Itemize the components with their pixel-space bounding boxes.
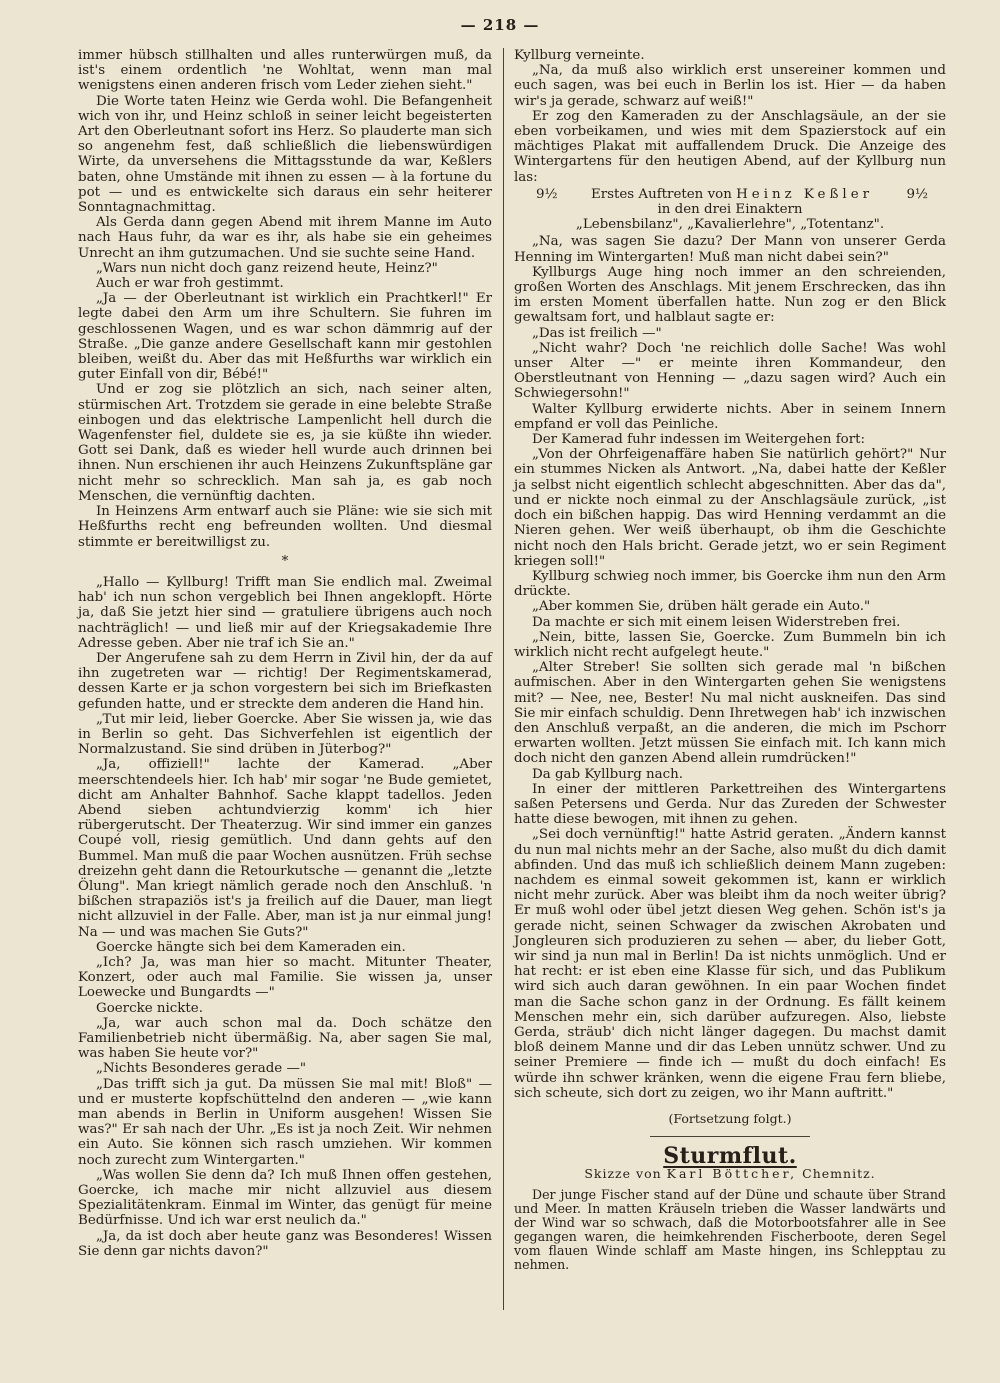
paragraph: „Aber kommen Sie, drüben hält gerade ein Auto.": [532, 599, 871, 615]
poster-time-left: 9½: [536, 186, 558, 202]
paragraph: „Ja, da ist doch aber heute ganz was Besonderes! Wissen Sie denn gar nichts davon?": [78, 1228, 492, 1259]
paragraph: „Na, was sagen Sie dazu? Der Mann von unserer Gerda Henning im Wintergarten! Muß man nicht dabei sein?": [514, 234, 946, 265]
paragraph: „Das trifft sich ja gut. Da müssen Sie mal mit! Bloß" — und er musterte kopfschüttelnd den anderen — „wie kann man abends in Berlin in Uniform ausgehen! Wissen Sie was?" Er sah nach der Uhr. „Es ist ja noch Zeit. Wir nehmen ein Auto. Sie können sich rasch umziehen. Wir kommen noch zurecht zum Wintergarten.": [78, 1076, 492, 1168]
paragraph: „Ja, war auch schon mal da. Doch schätze den Familienbetrieb nicht übermäßig. Na, aber sagen Sie mal, was haben Sie heute vor?": [78, 1015, 492, 1062]
paragraph: immer hübsch stillhalten und alles runterwürgen muß, da ist's einem ordentlich 'ne Wohltat, wenn man mal wenigstens einen anderen frisch vom Leder ziehen sieht.": [78, 48, 492, 94]
continuation-note: (Fortsetzung folgt.): [668, 1111, 792, 1127]
poster-time-right: 9½: [906, 186, 928, 202]
poster-headline-text: [591, 187, 873, 202]
paragraph: „Was wollen Sie denn da? Ich muß Ihnen offen gestehen, Goercke, ich mache mir nicht allzuviel aus diesem Spezialitätenkram. Einmal im Winter, das genügt für meine Bedürfnisse. Und ich war erst neulich da.": [78, 1167, 492, 1229]
paragraph: Der Angerufene sah zu dem Herrn in Zivil hin, der da auf ihn zugetreten war — richtig! Der Regimentskamerad, dessen Karte er ja schon vorgestern bei sich im Briefkasten gefunden hatte, und er streckte dem anderen die Hand hin.: [78, 650, 492, 712]
paragraph: In Heinzens Arm entwarf auch sie Pläne: wie sie sich mit Heßfurths recht eng befreunden wollten. Und diesmal stimmte er bereitwilligst zu.: [78, 504, 492, 550]
paragraph: „Das ist freilich —": [532, 325, 662, 341]
page-number: — 218 —: [460, 16, 540, 34]
paragraph: Goercke nickte.: [96, 1000, 203, 1016]
paragraph: „Nichts Besonderes gerade —": [96, 1061, 307, 1077]
paragraph: „Ich? Ja, was man hier so macht. Mitunter Theater, Konzert, oder auch mal Familie. Sie wissen ja, unser Loewecke und Bungardts —": [78, 954, 492, 1001]
paragraph: „Na, da muß also wirklich erst unsereiner kommen und euch sagen, was bei euch in Berlin los ist. Hier — da haben wir's ja gerade, schwarz auf weiß!": [514, 63, 946, 109]
paragraph: In einer der mittleren Parkettreihen des Wintergartens saßen Petersens und Gerda. Nur das Zureden der Schwester hatte diese bewogen, mit ihnen zu gehen.: [514, 781, 946, 828]
right-column: [514, 48, 946, 1272]
paragraph: Da gab Kyllburg nach.: [532, 766, 684, 782]
section-separator: *: [281, 553, 289, 569]
story-title: Sturmflut.: [663, 1143, 797, 1170]
paragraph: Auch er war froh gestimmt.: [96, 276, 284, 292]
poster-lead: Erstes Auftreten von: [590, 186, 732, 202]
poster-subline: in den drei Einaktern: [657, 202, 803, 218]
paragraph: „Von der Ohrfeigenaffäre haben Sie natürlich gehört?" Nur ein stummes Nicken als Antwort. „Na, dabei hatte der Keßler ja selbst nicht eigentlich schlecht abgeschnitten. Aber das da", und er nickte noch einmal zu der Anschlagsäule zurück, „ist doch ein bißchen happig. Das wird Henning verdammt an die Nieren gehen. Wer weiß überhaupt, ob ihm die Geschichte nicht noch den Hals bricht. Gerade jetzt, wo er sein Regiment kriegen soll!": [514, 447, 946, 569]
paragraph: „Nein, bitte, lassen Sie, Goercke. Zum Bummeln bin ich wirklich nicht recht aufgelegt heute.": [514, 629, 946, 660]
story-paragraph: Der junge Fischer stand auf der Düne und schaute über Strand und Meer. In matten Kräuseln trieben die Wasser landwärts und der Wind war so schwach, daß die Motorbootsfahrer alle in See gegangen waren, die heimkehrenden Fischerboote, deren Segel vom flauen Winde schlaff am Maste hingen, ins Schlepptau zu nehmen.: [514, 1186, 946, 1272]
left-column: [78, 48, 492, 1259]
paragraph: Goercke hängte sich bei dem Kameraden ein.: [96, 939, 406, 955]
paragraph: Und er zog sie plötzlich an sich, nach seiner alten, stürmischen Art. Trotzdem sie gerade in eine belebte Straße einbogen und das elektrische Lampenlicht hell durch die Wagenfenster fiel, duldete sie es, ja sie küßte ihn wieder. Gott sei Dank, daß es wieder hell wurde auch drinnen bei ihnen. Nun erschienen ihr auch Heinzens Zukunftspläne gar nicht mehr so schrecklich. Man sah ja, es gab noch Menschen, die vernünftig dachten.: [78, 382, 492, 504]
poster-headline: [514, 187, 946, 202]
paragraph: „Alter Streber! Sie sollten sich gerade mal 'n bißchen aufmischen. Aber in den Wintergarten gehen Sie wenigstens mit? — Nee, nee, Bester! Nu mal nicht auskneifen. Das sind Sie mir einfach schuldig. Denn Ihretwegen hab' ich inzwischen den Anschluß verpaßt, an die anderen, die mich im Pschorr erwarten wollten. Jetzt müssen Sie einfach mit. Ich kann mich doch nicht den ganzen Abend allein rumdrücken!": [514, 660, 946, 767]
paragraph: Er zog den Kameraden zu der Anschlagsäule, an der sie eben vorbeikamen, und wies mit dem Spazierstock auf ein mächtiges Plakat mit auffallendem Druck. Die Anzeige des Wintergartens für den heutigen Abend, auf der Kyllburg nun las:: [514, 108, 946, 185]
poster-performer: Heinz Keßler: [736, 186, 874, 202]
paragraph: Walter Kyllburg erwiderte nichts. Aber in seinem Innern empfand er voll das Peinliche.: [514, 401, 946, 432]
paragraph: „Wars nun nicht doch ganz reizend heute, Heinz?": [96, 260, 438, 276]
paragraph: Kyllburg schwieg noch immer, bis Goercke ihm nun den Arm drückte.: [514, 568, 946, 600]
byline-prefix: Skizze von: [584, 1166, 662, 1182]
paragraph: „Sei doch vernünftig!" hatte Astrid geraten. „Ändern kannst du nun mal nichts mehr an der Sache, also mußt du dich damit abfinden. Und das muß ich schließlich deinem Mann zugeben: nachdem es einmal soweit gekommen ist, kann er wirklich nicht mehr zurück. Aber was bleibt ihm da noch weiter übrig? Er muß wohl oder übel jetzt diesen Weg gehen. Schön ist's ja gerade nicht, seinen Schwager da zwischen Akrobaten und Jongleuren sich produzieren zu sehen — aber, du lieber Gott, wir sind ja nun mal in Berlin! Da ist nichts unmöglich. Und er hat recht: er ist eben eine Klasse für sich, und das Publikum wird sich auch daran gewöhnen. In ein paar Wochen findet man die Sache schon ganz in der Ordnung. Es fällt keinem Menschen mehr ein, sich darüber aufzuregen. Also, liebste Gerda, sträub' dich nicht länger dagegen. Du machst damit bloß deinem Manne und dir das Leben unnütz schwer. Und zu seiner Premiere — finde ich — mußt du doch einfach! Es würde ihn schwer kränken, wenn die eigene Frau fern bliebe, sich scheute, sich dort zu zeigen, wo ihr Mann auftritt.": [514, 827, 946, 1101]
story-place: Chemnitz.: [802, 1166, 876, 1182]
paragraph: Kyllburg verneinte.: [514, 48, 645, 63]
paragraph: „Nicht wahr? Doch 'ne reichlich dolle Sache! Was wohl unser Alter —" er meinte ihren Kommandeur, den Oberstleutnant von Henning — „dazu sagen wird? Auch ein Schwiegersohn!": [514, 340, 946, 402]
paragraph: Da machte er sich mit einem leisen Widerstreben frei.: [532, 614, 901, 630]
story-divider: [650, 1136, 810, 1137]
paragraph: Die Worte taten Heinz wie Gerda wohl. Die Befangenheit wich von ihr, und Heinz schloß in seiner leicht begeisterten Art den Oberleutnant sofort ins Herz. So plauderte man sich so angenehm fest, daß schließlich die liebenswürdigen Wirte, da unversehens die Mittagsstunde da war, Keßlers baten, ohne Umstände mit ihnen zu essen — à la fortune du pot — und es entwickelte sich daraus ein sehr heiterer Sonntagnachmittag.: [78, 93, 492, 216]
paragraph: „Hallo — Kyllburg! Trifft man Sie endlich mal. Zweimal hab' ich nun schon vergeblich bei Ihnen angeklopft. Hörte ja, daß Sie jetzt hier sind — gratuliere übrigens auch noch nachträglich! — und ließ mir auf der Kriegsakademie Ihre Adresse geben. Aber nie traf ich Sie an.": [78, 574, 492, 651]
column-divider: [503, 48, 504, 1310]
paragraph: Als Gerda dann gegen Abend mit ihrem Manne im Auto nach Haus fuhr, da war es ihr, als habe sie ein geheimes Unrecht an ihm gutzumachen. Und sie suchte seine Hand.: [78, 215, 492, 261]
paragraph: „Ja, offiziell!" lachte der Kamerad. „Aber meerschtendeels hier. Ich hab' mir sogar 'ne Bude gemietet, dicht am Anhalter Bahnhof. Sache klappt tadellos. Jeden Abend sieben achtundvierzig komm' ich hier rübergerutscht. Der Theaterzug. Wir sind immer ein ganzes Coupé voll, riesig gemütlich. Und dann gehts auf den Bummel. Man muß die paar Wochen ausnützen. Früh sechse dreizehn geht dann die Retourkutsche — genannt die „letzte Ölung". Man kriegt nämlich gerade noch den Anschluß. 'n bißchen strapaziös ist's ja freilich auf die Dauer, man liegt nicht allzuviel in der Falle. Aber, man ist ja nur einmal jung! Na — und was machen Sie Guts?": [78, 757, 492, 940]
paragraph: Kyllburgs Auge hing noch immer an den schreienden, großen Worten des Anschlags. Mit jenem Erschrecken, das ihn im ersten Moment überfallen hatte. Nun zog er den Blick gewaltsam fort, und halblaut sagte er:: [514, 264, 946, 326]
paragraph: Der Kamerad fuhr indessen im Weitergehen fort:: [532, 432, 866, 448]
paragraph: „Ja — der Oberleutnant ist wirklich ein Prachtkerl!" Er legte dabei den Arm um ihre Schultern. Sie fuhren im geschlossenen Wagen, und es war schon dämmrig auf der Straße. „Die ganze andere Gesellschaft kann mir gestohlen bleiben, weißt du. Aber das mit Heßfurths war wirklich ein guter Einfall von dir, Bébé!": [78, 291, 492, 383]
poster-titles: „Lebensbilanz", „Kavalierlehre", „Totentanz".: [575, 217, 885, 233]
story-author: Karl Böttcher,: [666, 1166, 798, 1182]
story-byline: [514, 1166, 946, 1181]
paragraph: „Tut mir leid, lieber Goercke. Aber Sie wissen ja, wie das in Berlin so geht. Das Sichverfehlen ist eigentlich der Normalzustand. Sie sind drüben in Jüterbog?": [78, 711, 492, 758]
poster-announcement: [514, 187, 946, 233]
